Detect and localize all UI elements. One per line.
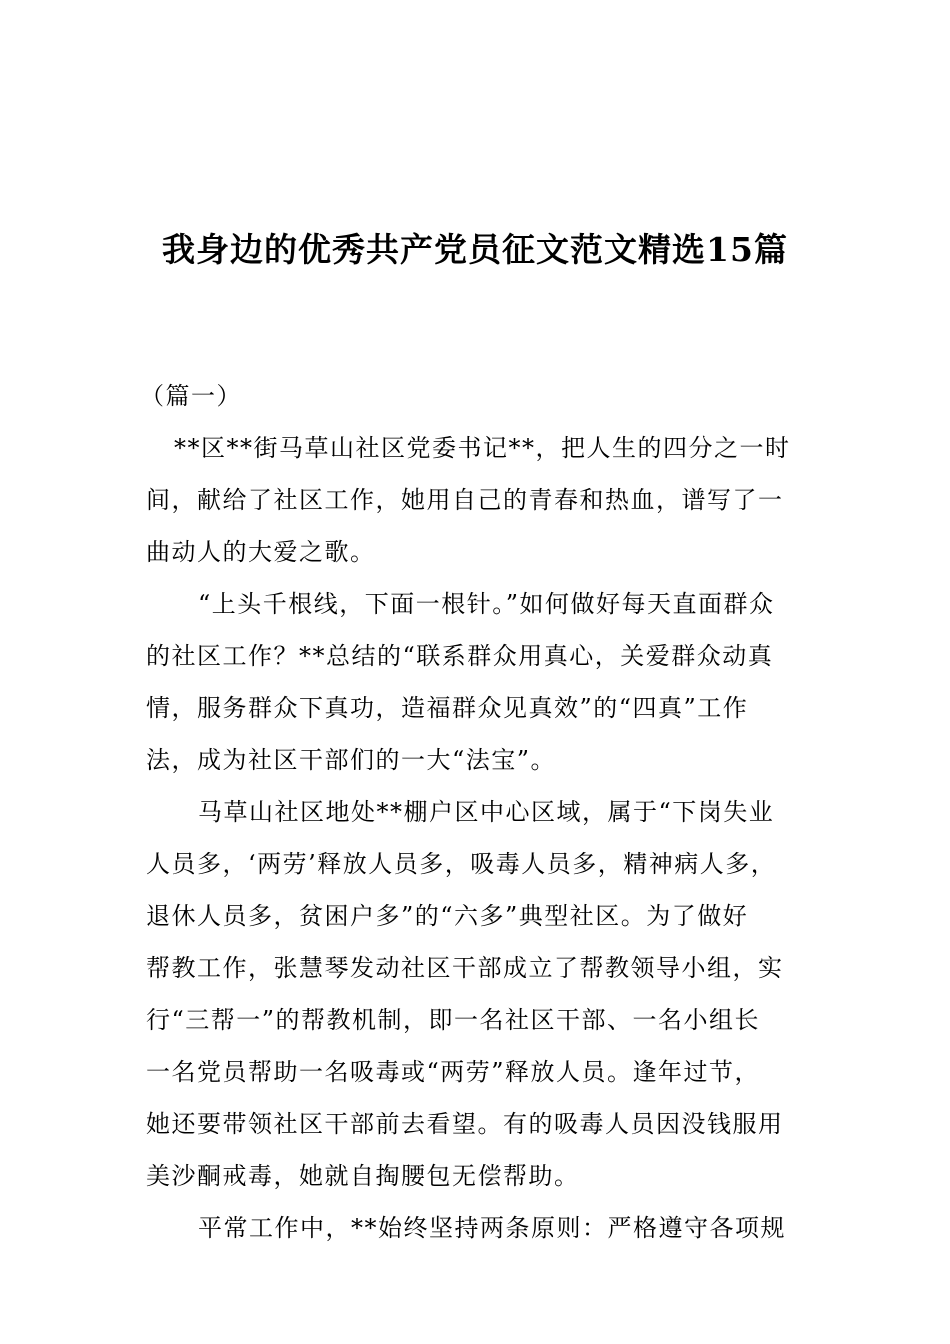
paragraph-3-line-1: 马草山社区地处**棚户区中心区域，属于“下岗失业 bbox=[198, 798, 775, 826]
paragraph-3-line-7: 她还要带领社区干部前去看望。有的吸毒人员因没钱服用 bbox=[146, 1110, 784, 1138]
paragraph-3-line-5: 行“三帮一”的帮教机制，即一名社区干部、一名小组长 bbox=[146, 1006, 761, 1034]
document-title: 我身边的优秀共产党员征文范文精选15篇 bbox=[162, 230, 788, 269]
section-label: （篇一） bbox=[140, 382, 242, 410]
paragraph-1-line-2: 间，献给了社区工作，她用自己的青春和热血，谱写了一 bbox=[146, 486, 784, 514]
paragraph-3-line-2: 人员多，‘两劳’释放人员多，吸毒人员多，精神病人多， bbox=[146, 850, 777, 878]
paragraph-2-line-2: 的社区工作？**总结的“联系群众用真心，关爱群众动真 bbox=[146, 642, 774, 670]
paragraph-2-line-1: “上头千根线，下面一根针。”如何做好每天直面群众 bbox=[198, 590, 775, 618]
paragraph-1-line-3: 曲动人的大爱之歌。 bbox=[146, 538, 376, 566]
paragraph-3-line-4: 帮教工作，张慧琴发动社区干部成立了帮教领导小组，实 bbox=[146, 954, 784, 982]
paragraph-1-line-1: **区**街马草山社区党委书记**，把人生的四分之一时 bbox=[174, 434, 791, 462]
paragraph-2-line-3: 情，服务群众下真功，造福群众见真效”的“四真”工作 bbox=[146, 694, 749, 722]
paragraph-3-line-6: 一名党员帮助一名吸毒或“两劳”释放人员。逢年过节， bbox=[146, 1058, 761, 1086]
paragraph-3-line-3: 退休人员多，贫困户多”的“六多”典型社区。为了做好 bbox=[146, 902, 749, 930]
paragraph-3-line-8: 美沙酮戒毒，她就自掏腰包无偿帮助。 bbox=[146, 1162, 580, 1190]
paragraph-4-line-1: 平常工作中，**始终坚持两条原则：严格遵守各项规 bbox=[198, 1214, 786, 1242]
paragraph-2-line-4: 法，成为社区干部们的一大“法宝”。 bbox=[146, 746, 557, 774]
document-body bbox=[140, 370, 826, 1254]
